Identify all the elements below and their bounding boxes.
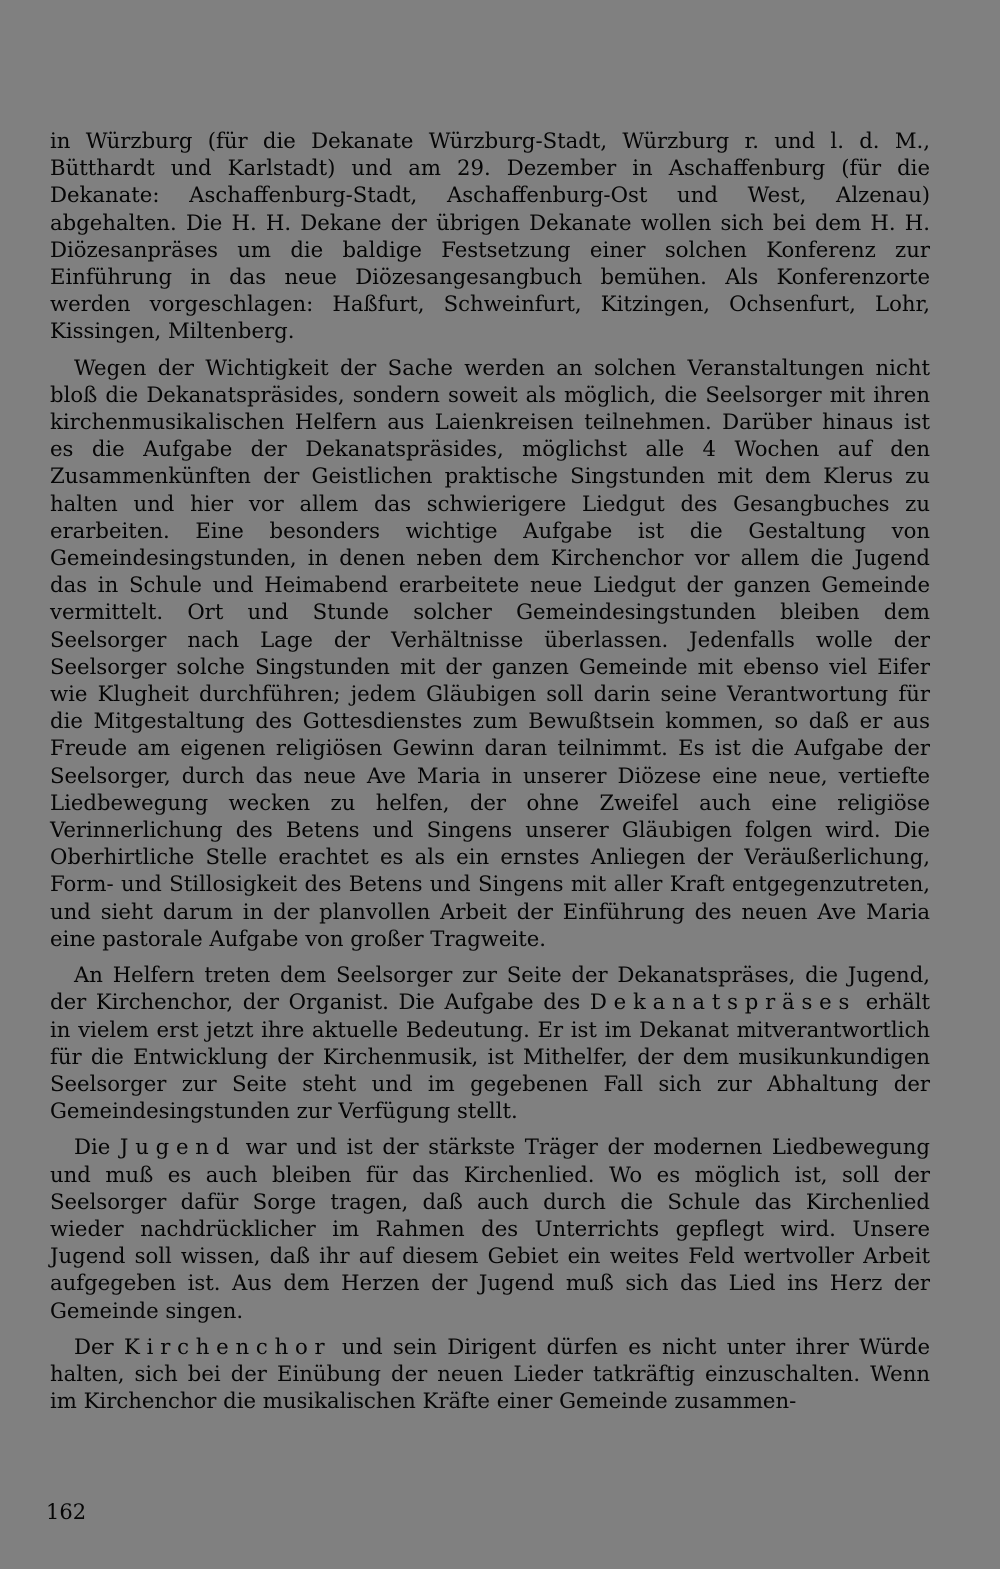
paragraph-conferences: in Würzburg (für die Dekanate Würzburg-Stadt, Würzburg r. und l. d. M., Bütthardt und Karlstadt) und am 29. Dezember in Aschaffenburg (für die Dekanate: Aschaffenburg-Stadt, Aschaffenburg-Ost und West, Alzenau) abgehalten. Die H. H. Dekane der übrigen Dekanate wollen sich bei dem H. H. Diözesanpräses um die baldige Festsetzung einer solchen Konferenz zur Einführung in das neue Diözesangesangbuch bemühen. Als Konferenzorte werden vorgeschlagen: Haßfurt, Schweinfurt, Kitzingen, Ochsenfurt, Lohr, Kissingen, Miltenberg. (50, 128, 930, 344)
page-body (50, 127, 930, 1423)
paragraph-youth-text-end: war und ist der stärkste Träger der modernen Liedbewegung und muß es auch bleiben für das Kirchenlied. Wo es möglich ist, soll der Seelsorger dafür Sorge tragen, daß auch durch die Schule das Kirchenlied wieder nachdrücklicher im Rahmen des Unterrichts gepflegt wird. Unsere Jugend soll wissen, daß ihr auf diesem Gebiet ein weites Feld wertvoller Arbeit aufgegeben ist. Aus dem Herzen der Jugend muß sich das Lied ins Herz der Gemeinde singen. (50, 1134, 930, 1323)
paragraph-choir-text-end: und sein Dirigent dürfen es nicht unter ihrer Würde halten, sich bei der Einübung der neuen Lieder tatkräftig einzuschalten. Wenn im Kirchenchor die musikalischen Kräfte einer Gemeinde zusammen- (50, 1333, 931, 1414)
spaced-term-kirchenchor: Kirchenchor (124, 1333, 332, 1359)
spaced-term-jugend: Jugend (119, 1134, 237, 1160)
paragraph-choir (50, 1333, 930, 1415)
paragraph-helpers-text-start: An Helfern treten dem Seelsorger zur Seite der Dekanatspräses, die Jugend, der Kirchenchor, der Organist. Die Aufgabe des (50, 962, 930, 1015)
paragraph-helpers (50, 961, 930, 1124)
paragraph-youth-text-start: Die (74, 1134, 120, 1160)
spaced-term-dekanatspraeses: Dekanatspräses (589, 989, 857, 1015)
paragraph-choir-text-start: Der (74, 1333, 125, 1359)
page-number: 162 (46, 1500, 87, 1524)
paragraph-importance: Wegen der Wichtigkeit der Sache werden an solchen Veranstaltungen nicht bloß die Dekanatspräsides, sondern soweit als möglich, die Seelsorger mit ihren kirchenmusikalischen Helfern aus Laienkreisen teilnehmen. Darüber hinaus ist es die Aufgabe der Dekanatspräsides, möglichst alle 4 Wochen auf den Zusammenkünften der Geistlichen praktische Singstunden mit dem Klerus zu halten und hier vor allem das schwierigere Liedgut des Gesangbuches zu erarbeiten. Eine besonders wichtige Aufgabe ist die Gestaltung von Gemeindesingstunden, in denen neben dem Kirchenchor vor allem die Jugend das in Schule und Heimabend erarbeitete neue Liedgut der ganzen Gemeinde vermittelt. Ort und Stunde solcher Gemeindesingstunden bleiben dem Seelsorger nach Lage der Verhältnisse überlassen. Jedenfalls wolle der Seelsorger solche Singstunden mit der ganzen Gemeinde mit ebenso viel Eifer wie Klugheit durchführen; jedem Gläubigen soll darin seine Verantwortung für die Mitgestaltung des Gottesdienstes zum Bewußtsein kommen, so daß er aus Freude am eigenen religiösen Gewinn daran teilnimmt. Es ist die Aufgabe der Seelsorger, durch das neue Ave Maria in unserer Diözese eine neue, vertiefte Liedbewegung wecken zu helfen, der ohne Zweifel auch eine religiöse Verinnerlichung des Betens und Singens unserer Gläubigen folgen wird. Die Oberhirtliche Stelle erachtet es als ein ernstes Anliegen der Veräußerlichung, Form- und Stillosigkeit des Betens und Singens mit aller Kraft entgegenzutreten, und sieht darum in der planvollen Arbeit der Einführung des neuen Ave Maria eine pastorale Aufgabe von großer Tragweite. (50, 354, 930, 951)
paragraph-helpers-text-end: erhält in vielem erst jetzt ihre aktuelle Bedeutung. Er ist im Dekanat mitverantwortlich für die Entwicklung der Kirchenmusik, ist Mithelfer, der dem musikunkundigen Seelsorger zur Seite steht und im gegebenen Fall sich zur Abhaltung der Gemeindesingstunden zur Verfügung stellt. (50, 989, 930, 1124)
paragraph-youth (50, 1133, 930, 1323)
